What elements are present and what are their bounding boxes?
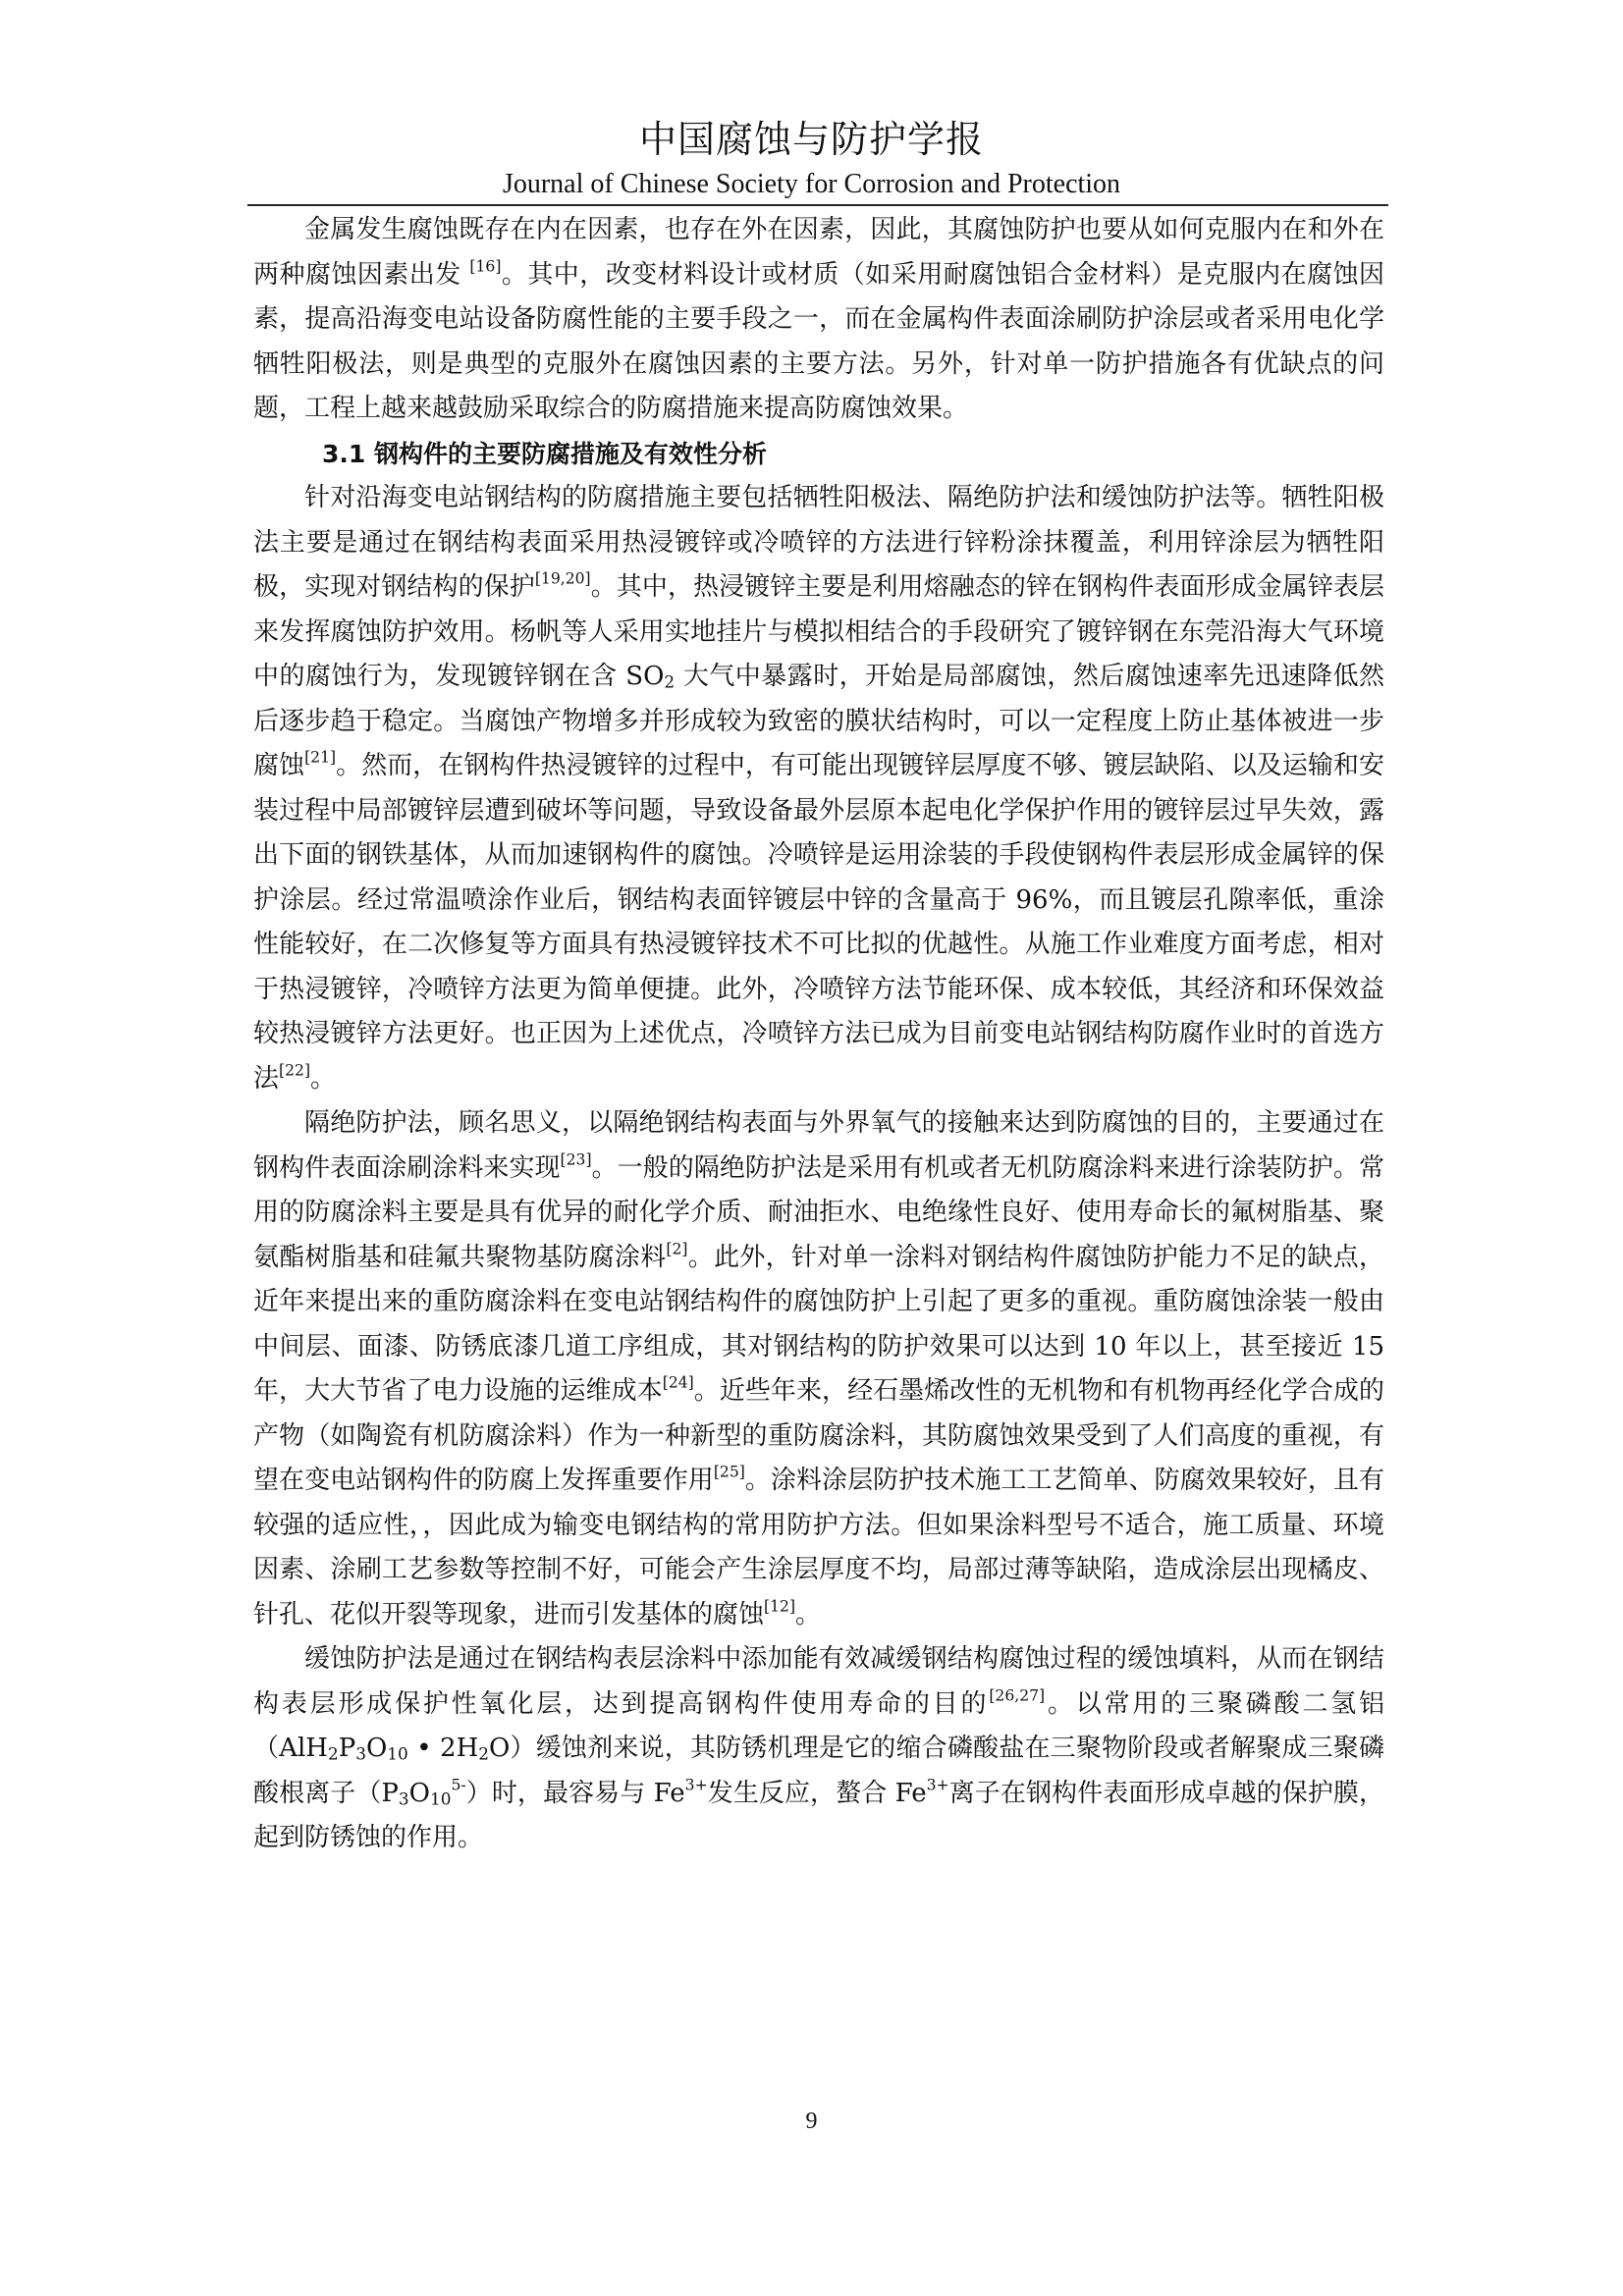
text-run: 。 (795, 1599, 822, 1629)
citation-ref: [12] (764, 1596, 796, 1615)
text-run: 。涂料涂层防护技术施工工艺简单、防腐效果较好，且有较强的适应性，，因此成为输变电钢结构的常用防护方法。但如果涂料型号不适合，施工质量、环境因素、涂刷工艺参数等控制不好，可能会产生涂层厚度不均，局部过薄等缺陷，造成涂层出现橘皮、针孔、花似开裂等现象，进而引发基体的腐蚀 (253, 1466, 1384, 1629)
citation-ref: [16] (469, 256, 502, 275)
text-run: 。其中，改变材料设计或材质（如采用耐腐蚀铝合金材料）是克服内在腐蚀因素，提高沿海变电站设备防腐性能的主要手段之一，而在金属构件表面涂刷防护涂层或者采用电化学牺牲阳极法，则是典型的克服外在腐蚀因素的主要方法。另外，针对单一防护措施各有优缺点的问题，工程上越来越鼓励采取综合的防腐措施来提高防腐蚀效果。 (253, 259, 1384, 423)
text-run: O (365, 1734, 388, 1763)
chemical-subscript: 3 (355, 1743, 366, 1764)
chemical-subscript: 2 (664, 671, 676, 692)
paragraph-corrosion-factors (253, 208, 1384, 432)
article-body (253, 208, 1384, 1861)
text-run: P (338, 1734, 356, 1763)
chemical-subscript: 3 (398, 1788, 409, 1808)
journal-title-chinese: 中国腐蚀与防护学报 (638, 118, 984, 161)
text-run: 缓蚀防护法是通过在钢结构表层涂料中添加能有效减缓钢结构腐蚀过程的缓蚀填料，从而在钢结构表层形成保护性氧化层，达到提高钢构件使用寿命的目的 (253, 1644, 1384, 1719)
section-heading: 3.1 钢构件的主要防腐措施及有效性分析 (322, 439, 767, 468)
header-rule (247, 204, 1388, 206)
text-run: 。然而，在钢构件热浸镀锌的过程中，有可能出现镀锌层厚度不够、镀层缺陷、以及运输和安装过程中局部镀锌层遭到破坏等问题，导致设备最外层原本起电化学保护作用的镀锌层过早失效，露出下面的钢铁基体，从而加速钢构件的腐蚀。冷喷锌是运用涂装的手段使钢构件表层形成金属锌的保护涂层。经过常温喷涂作业后，钢结构表面锌镀层中锌的含量高于 96%，而且镀层孔隙率低，重涂性能较好，在二次修复等方面具有热浸镀锌技术不可比拟的优越性。从施工作业难度方面考虑，相对于热浸镀锌，冷喷锌方法更为简单便捷。此外，冷喷锌方法节能环保、成本较低，其经济和环保效益较热浸镀锌方法更好。也正因为上述优点，冷喷锌方法已成为目前变电站钢结构防腐作业时的首选方法 (253, 751, 1384, 1094)
text-run: 。以常用的三聚磷酸二氢铝（AlH (253, 1688, 1384, 1763)
text-run: 。此外，针对单一涂料对钢结构件腐蚀防护能力不足的缺点，近年来提出来的重防腐涂料在变电站钢结构件的腐蚀防护上引起了更多的重视。重防腐蚀涂装一般由中间层、面漆、防锈底漆几道工序组成，其对钢结构的防护效果可以达到 10 年以上，甚至接近 15 年，大大节省了电力设施的运维成本 (253, 1242, 1384, 1406)
chemical-subscript: 2 (478, 1743, 490, 1764)
citation-ref: [21] (304, 748, 337, 767)
ion-charge-superscript: 5- (451, 1775, 466, 1793)
text-run: 隔绝防护法，顾名思义，以隔绝钢结构表面与外界氧气的接触来达到防腐蚀的目的，主要通过在钢构件表面涂刷涂料来实现 (253, 1108, 1384, 1183)
text-run: 离子在钢构件表面形成卓越的保护膜，起到防锈蚀的作用。 (253, 1778, 1384, 1852)
text-run: 。 (310, 1063, 337, 1094)
chemical-subscript: 10 (429, 1788, 452, 1808)
journal-title-english: Journal of Chinese Society for Corrosion and Protection (502, 169, 1121, 199)
citation-ref: [25] (713, 1463, 745, 1481)
page-number: 9 (805, 2109, 818, 2134)
citation-ref: [24] (662, 1373, 694, 1392)
chemical-subscript: 2 (327, 1743, 339, 1764)
text-run: 金属发生腐蚀既存在内在因素，也存在外在因素，因此，其腐蚀防护也要从如何克服内在和外在两种腐蚀因素出发 (253, 215, 1384, 290)
text-run: ）时，最容易与 Fe (465, 1778, 685, 1808)
chemical-subscript: 10 (387, 1743, 408, 1764)
text-run: 。近些年来，经石墨烯改性的无机物和有机物再经化学合成的产物（如陶瓷有机防腐涂料）作为一种新型的重防腐涂料，其防腐蚀效果受到了人们高度的重视，有望在变电站钢构件的防腐上发挥重要作用 (253, 1376, 1384, 1495)
paragraph-inhibitor-protection (253, 1637, 1384, 1861)
citation-ref: [2] (666, 1239, 688, 1257)
citation-ref: [23] (560, 1149, 592, 1168)
ion-charge-superscript: 3+ (684, 1775, 708, 1793)
citation-ref: [19,20] (534, 569, 591, 588)
text-run: 针对沿海变电站钢结构的防腐措施主要包括牺牲阳极法、隔绝防护法和缓蚀防护法等。牺牲阳极法主要是通过在钢结构表面采用热浸镀锌或冷喷锌的方法进行锌粉涂抹覆盖，利用锌涂层为牺牲阳极，实现对钢结构的保护 (253, 483, 1384, 602)
text-run: 。其中，热浸镀锌主要是利用熔融态的锌在钢构件表面形成金属锌表层来发挥腐蚀防护效用。杨帆等人采用实地挂片与模拟相结合的手段研究了镀锌钢在东莞沿海大气环境中的腐蚀行为，发现镀锌钢在含 SO (253, 572, 1384, 691)
text-run: 。一般的隔绝防护法是采用有机或者无机防腐涂料来进行涂装防护。常用的防腐涂料主要是具有优异的耐化学介质、耐油拒水、电绝缘性良好、使用寿命长的氟树脂基、聚氨酯树脂基和硅氟共聚物基防腐涂料 (253, 1152, 1384, 1272)
citation-ref: [22] (279, 1060, 311, 1079)
citation-ref: [26,27] (989, 1685, 1046, 1704)
text-run: 大气中暴露时，开始是局部腐蚀，然后腐蚀速率先迅速降低然后逐步趋于稳定。当腐蚀产物增多并形成较为致密的膜状结构时，可以一定程度上防止基体被进一步腐蚀 (253, 662, 1384, 780)
text-run: • 2H (407, 1734, 479, 1763)
text-run: O）缓蚀剂来说，其防锈机理是它的缩合磷酸盐在三聚物阶段或者解聚成三聚磷酸根离子（P (253, 1734, 1384, 1808)
paragraph-barrier-protection (253, 1101, 1384, 1637)
paragraph-sacrificial-anode (253, 476, 1384, 1101)
text-run: 发生反应，螯合 Fe (707, 1778, 927, 1808)
ion-charge-superscript: 3+ (926, 1775, 949, 1793)
text-run: O (408, 1778, 430, 1808)
page-header (0, 116, 1623, 202)
